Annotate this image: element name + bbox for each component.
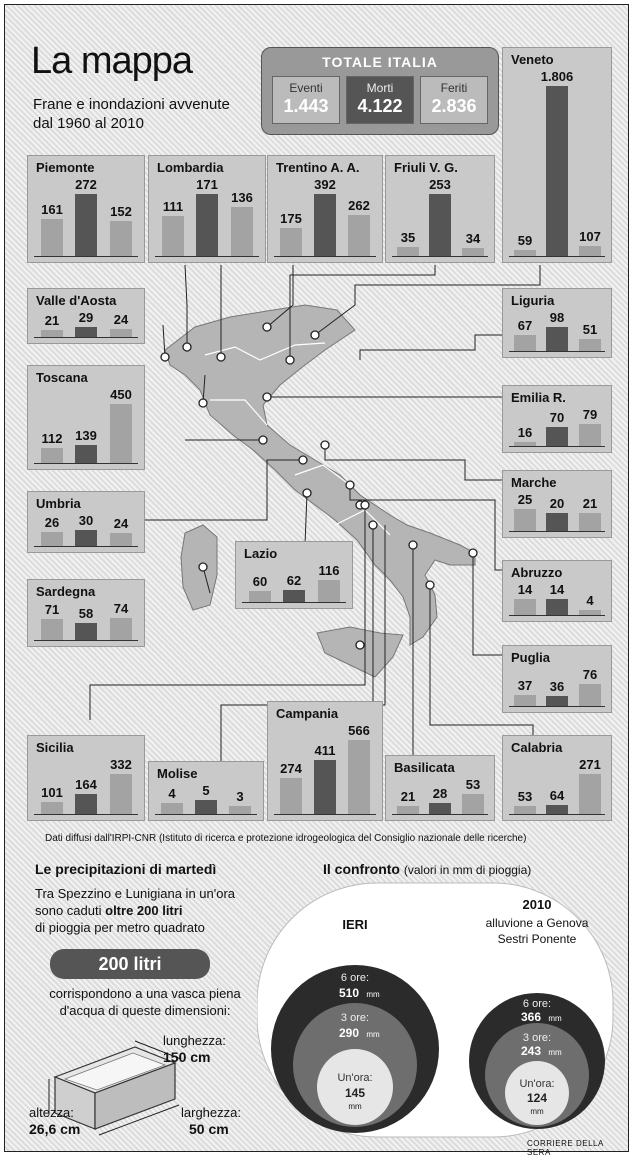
lunghezza-dim — [163, 1033, 226, 1066]
region-name-calabria: Calabria — [511, 740, 563, 755]
bar-label-umbria-morti: 30 — [78, 513, 94, 528]
confronto-heading: Il confronto — [323, 861, 400, 877]
bar-label-lazio-morti: 62 — [286, 573, 302, 588]
region-name-lombardia: Lombardia — [157, 160, 224, 175]
region-name-liguria: Liguria — [511, 293, 555, 308]
bar-calabria-eventi — [514, 806, 536, 814]
bar-label-umbria-feriti: 24 — [113, 516, 129, 531]
baseline-emilia-r — [509, 446, 605, 447]
bar-liguria-eventi — [514, 335, 536, 351]
bar-toscana-feriti — [110, 404, 132, 463]
bar-calabria-morti — [546, 805, 568, 814]
bar-label-calabria-eventi: 53 — [517, 789, 533, 804]
bar-valle-d-aosta-eventi — [41, 330, 63, 337]
bar-label-valle-d-aosta-morti: 29 — [78, 310, 94, 325]
totale-morti-value: 4.122 — [357, 96, 403, 116]
page-title: La mappa — [31, 40, 193, 82]
bar-basilicata-feriti — [462, 794, 484, 814]
sicilia-shape — [317, 627, 403, 677]
altezza-dim — [29, 1105, 80, 1138]
region-name-valle-d-aosta: Valle d'Aosta — [36, 293, 117, 308]
region-box-marche — [502, 470, 612, 538]
bar-label-abruzzo-eventi: 14 — [517, 582, 533, 597]
ieri-3ore-value: 290 — [338, 1026, 360, 1040]
bar-label-puglia-eventi: 37 — [517, 678, 533, 693]
bar-trentino-a-a-feriti — [348, 215, 370, 256]
region-box-molise — [148, 761, 264, 821]
prec-line-b: sono caduti — [35, 903, 102, 918]
bar-umbria-feriti — [110, 533, 132, 546]
region-name-piemonte: Piemonte — [36, 160, 95, 175]
region-box-toscana — [27, 365, 145, 470]
bar-label-sicilia-morti: 164 — [75, 777, 97, 792]
bar-label-piemonte-morti: 272 — [75, 177, 97, 192]
bar-valle-d-aosta-feriti — [110, 329, 132, 337]
bar-label-valle-d-aosta-feriti: 24 — [113, 312, 129, 327]
bar-label-trentino-a-a-eventi: 175 — [280, 211, 302, 226]
bar-toscana-eventi — [41, 448, 63, 463]
bar-campania-feriti — [348, 740, 370, 814]
bar-abruzzo-morti — [546, 599, 568, 615]
bar-trentino-a-a-morti — [314, 194, 336, 256]
bar-campania-morti — [314, 760, 336, 814]
region-box-veneto — [502, 47, 612, 263]
baseline-veneto — [509, 256, 605, 257]
baseline-abruzzo — [509, 615, 605, 616]
region-box-friuli — [385, 155, 495, 263]
totale-eventi-label: Eventi — [289, 81, 323, 95]
ieri-6ore-unit: mm — [366, 990, 380, 999]
footnote: Dati diffusi dall'IRPI-CNR (Istituto di ricerca e protezione idrogeologica del Consiglio nazionale delle ricerche) — [45, 833, 527, 844]
g2010-3ore-unit: mm — [548, 1048, 562, 1057]
region-box-liguria — [502, 288, 612, 358]
region-name-sardegna: Sardegna — [36, 584, 96, 599]
bar-label-liguria-eventi: 67 — [517, 318, 533, 333]
baseline-trentino-a-a — [274, 256, 376, 257]
region-name-umbria: Umbria — [36, 496, 81, 511]
g2010-1ora-unit: mm — [530, 1107, 544, 1116]
bar-sardegna-morti — [75, 623, 97, 640]
region-name-campania: Campania — [276, 706, 339, 721]
totale-feriti-label: Feriti — [440, 81, 468, 95]
region-name-trentino-a-a: Trentino A. A. — [276, 160, 360, 175]
region-box-campania — [267, 701, 383, 821]
bar-label-liguria-feriti: 51 — [582, 322, 598, 337]
bar-label-trentino-a-a-feriti: 262 — [348, 198, 370, 213]
bar-sicilia-feriti — [110, 774, 132, 814]
bar-label-marche-eventi: 25 — [517, 492, 533, 507]
g2010-6ore-unit: mm — [548, 1014, 562, 1023]
bar-sardegna-feriti — [110, 618, 132, 640]
bar-label-emilia-r-morti: 70 — [549, 410, 565, 425]
bar-label-basilicata-feriti: 53 — [465, 777, 481, 792]
bar-umbria-morti — [75, 530, 97, 546]
region-name-sicilia: Sicilia — [36, 740, 74, 755]
bar-label-lazio-feriti: 116 — [318, 563, 340, 578]
region-name-marche: Marche — [511, 475, 557, 490]
bar-label-sardegna-morti: 58 — [78, 606, 94, 621]
region-name-lazio: Lazio — [244, 546, 278, 561]
ieri-3ore-unit: mm — [366, 1030, 380, 1039]
ieri-1ora-unit: mm — [348, 1102, 362, 1111]
bar-puglia-morti — [546, 696, 568, 706]
bar-label-abruzzo-feriti: 4 — [586, 593, 594, 608]
bar-umbria-eventi — [41, 532, 63, 546]
region-box-piemonte — [27, 155, 145, 263]
region-box-basilicata — [385, 755, 495, 821]
confronto-subtitle: (valori in mm di pioggia) — [403, 863, 532, 877]
bar-label-emilia-r-eventi: 16 — [517, 425, 533, 440]
prec-line-bold: oltre 200 litri — [105, 903, 183, 918]
bar-sicilia-morti — [75, 794, 97, 814]
g2010-year: 2010 — [522, 897, 552, 912]
infographic-frame — [4, 4, 629, 1157]
region-name-basilicata: Basilicata — [394, 760, 455, 775]
bar-label-veneto-morti: 1.806 — [540, 69, 574, 84]
bar-label-campania-morti: 411 — [314, 743, 336, 758]
bar-liguria-morti — [546, 327, 568, 351]
bar-lazio-eventi — [249, 591, 271, 602]
region-name-veneto: Veneto — [511, 52, 554, 67]
bar-friuli-v-g-morti — [429, 194, 451, 256]
bar-marche-morti — [546, 513, 568, 531]
lunghezza-label: lunghezza: — [163, 1033, 226, 1048]
region-box-valle-daosta — [27, 288, 145, 344]
baseline-sicilia — [34, 814, 138, 815]
baseline-toscana — [34, 463, 138, 464]
bar-label-friuli-v-g-eventi: 35 — [400, 230, 416, 245]
baseline-puglia — [509, 706, 605, 707]
confronto-title — [323, 861, 531, 877]
bar-label-calabria-morti: 64 — [549, 788, 565, 803]
prec-line-a: Tra Spezzino e Lunigiana in un'ora — [35, 886, 236, 901]
baseline-umbria — [34, 546, 138, 547]
region-box-umbria — [27, 491, 145, 553]
bar-valle-d-aosta-morti — [75, 327, 97, 337]
bar-liguria-feriti — [579, 339, 601, 351]
totale-morti-label: Morti — [366, 81, 394, 95]
credit: CORRIERE DELLA SERA — [527, 1139, 604, 1157]
bar-label-abruzzo-morti: 14 — [549, 582, 565, 597]
bar-label-campania-feriti: 566 — [348, 723, 370, 738]
totale-eventi-value: 1.443 — [283, 96, 329, 116]
region-box-sardegna — [27, 579, 145, 647]
bar-piemonte-feriti — [110, 221, 132, 256]
g2010-1ora-value: 124 — [526, 1091, 548, 1105]
bar-friuli-v-g-eventi — [397, 247, 419, 256]
baseline-calabria — [509, 814, 605, 815]
region-box-trentino — [267, 155, 383, 263]
bar-basilicata-morti — [429, 803, 451, 814]
bar-label-veneto-feriti: 107 — [579, 229, 601, 244]
bar-label-toscana-morti: 139 — [75, 428, 97, 443]
altezza-value: 26,6 cm — [29, 1121, 81, 1137]
bar-label-liguria-morti: 98 — [549, 310, 565, 325]
bar-piemonte-morti — [75, 194, 97, 256]
region-box-lombardia — [148, 155, 266, 263]
bar-label-lombardia-morti: 171 — [196, 177, 218, 192]
baseline-valle-d-aosta — [34, 337, 138, 338]
totale-feriti-value: 2.836 — [431, 96, 477, 116]
larghezza-label: larghezza: — [181, 1105, 241, 1120]
bar-label-lombardia-eventi: 111 — [162, 199, 184, 214]
bar-veneto-morti — [546, 86, 568, 256]
region-name-molise: Molise — [157, 766, 198, 781]
baseline-lombardia — [155, 256, 259, 257]
bar-marche-feriti — [579, 513, 601, 531]
baseline-campania — [274, 814, 376, 815]
bar-label-lazio-eventi: 60 — [252, 574, 268, 589]
bar-marche-eventi — [514, 509, 536, 531]
vasca-text: corrispondono a una vasca piena d'acqua di queste dimensioni: — [49, 986, 241, 1018]
bar-label-friuli-v-g-morti: 253 — [429, 177, 451, 192]
prec-line-c: di pioggia per metro quadrato — [35, 920, 205, 935]
bar-label-umbria-eventi: 26 — [44, 515, 60, 530]
ieri-1ora-value: 145 — [344, 1086, 366, 1100]
bar-lazio-feriti — [318, 580, 340, 602]
region-name-friuli-v-g: Friuli V. G. — [394, 160, 458, 175]
bar-label-marche-morti: 20 — [549, 496, 565, 511]
region-name-emilia-r: Emilia R. — [511, 390, 566, 405]
bar-label-lombardia-feriti: 136 — [231, 190, 253, 205]
bar-label-veneto-eventi: 59 — [517, 233, 533, 248]
bar-label-molise-eventi: 4 — [168, 786, 176, 801]
g2010-1ora-label: Un'ora: — [519, 1078, 555, 1090]
bar-label-piemonte-feriti: 152 — [110, 204, 132, 219]
bar-label-basilicata-morti: 28 — [432, 786, 448, 801]
baseline-sardegna — [34, 640, 138, 641]
bar-molise-eventi — [161, 803, 183, 814]
bar-sardegna-eventi — [41, 619, 63, 640]
bar-emilia-r-feriti — [579, 424, 601, 446]
region-name-puglia: Puglia — [511, 650, 551, 665]
altezza-label: altezza: — [29, 1105, 74, 1120]
bar-label-piemonte-eventi: 161 — [41, 202, 63, 217]
region-box-calabria — [502, 735, 612, 821]
bar-label-sardegna-eventi: 71 — [44, 602, 60, 617]
bar-veneto-feriti — [579, 246, 601, 256]
bar-emilia-r-morti — [546, 427, 568, 446]
baseline-lazio — [242, 602, 346, 603]
bar-label-toscana-feriti: 450 — [110, 387, 132, 402]
bar-label-puglia-feriti: 76 — [582, 667, 598, 682]
region-box-abruzzo — [502, 560, 612, 622]
bar-label-molise-feriti: 3 — [236, 789, 244, 804]
bar-campania-eventi — [280, 778, 302, 814]
bar-label-puglia-morti: 36 — [549, 679, 565, 694]
bar-label-calabria-feriti: 271 — [579, 757, 601, 772]
baseline-marche — [509, 531, 605, 532]
totale-title: TOTALE ITALIA — [322, 54, 438, 70]
litri-pill: 200 litri — [50, 949, 210, 979]
bar-calabria-feriti — [579, 774, 601, 814]
baseline-piemonte — [34, 256, 138, 257]
larghezza-dim — [181, 1105, 241, 1138]
g2010-6ore-value: 366 — [520, 1010, 542, 1024]
ieri-1ora-label: Un'ora: — [337, 1072, 373, 1084]
bar-basilicata-eventi — [397, 806, 419, 814]
bar-lombardia-eventi — [162, 216, 184, 256]
bar-label-valle-d-aosta-eventi: 21 — [44, 313, 60, 328]
bar-molise-morti — [195, 800, 217, 814]
bar-label-toscana-eventi: 112 — [41, 431, 63, 446]
bar-toscana-morti — [75, 445, 97, 463]
ieri-6ore-label: 6 ore: — [340, 972, 370, 984]
bar-label-sardegna-feriti: 74 — [113, 601, 129, 616]
region-name-toscana: Toscana — [36, 370, 88, 385]
baseline-friuli-v-g — [392, 256, 488, 257]
g2010-line2: Sestri Ponente — [497, 932, 577, 946]
bar-label-sicilia-feriti: 332 — [110, 757, 132, 772]
confronto-circles — [257, 881, 617, 1139]
page-subtitle: Frane e inondazioni avvenute dal 1960 al 2010 — [33, 96, 230, 132]
region-box-lazio — [235, 541, 353, 609]
larghezza-value: 50 cm — [189, 1121, 229, 1137]
bar-lazio-morti — [283, 590, 305, 602]
g2010-3ore-label: 3 ore: — [522, 1032, 552, 1044]
bar-friuli-v-g-feriti — [462, 248, 484, 256]
bar-label-emilia-r-feriti: 79 — [582, 407, 598, 422]
precipitazioni-text — [35, 885, 255, 936]
bar-sicilia-eventi — [41, 802, 63, 814]
bar-abruzzo-eventi — [514, 599, 536, 615]
bar-piemonte-eventi — [41, 219, 63, 256]
bar-lombardia-morti — [196, 194, 218, 256]
bar-label-friuli-v-g-feriti: 34 — [465, 231, 481, 246]
bar-puglia-eventi — [514, 695, 536, 706]
region-box-emilia — [502, 385, 612, 453]
bar-trentino-a-a-eventi — [280, 228, 302, 256]
bar-label-sicilia-eventi: 101 — [41, 785, 63, 800]
baseline-basilicata — [392, 814, 488, 815]
g2010-6ore-label: 6 ore: — [522, 998, 552, 1010]
lunghezza-value: 150 cm — [163, 1049, 211, 1065]
bar-label-basilicata-eventi: 21 — [400, 789, 416, 804]
region-name-abruzzo: Abruzzo — [511, 565, 563, 580]
region-box-puglia — [502, 645, 612, 713]
ieri-3ore-label: 3 ore: — [340, 1012, 370, 1024]
baseline-liguria — [509, 351, 605, 352]
g2010-3ore-value: 243 — [520, 1044, 542, 1058]
precipitazioni-title: Le precipitazioni di martedì — [35, 861, 217, 877]
ieri-6ore-value: 510 — [338, 986, 360, 1000]
bar-label-campania-eventi: 274 — [280, 761, 302, 776]
bar-molise-feriti — [229, 806, 251, 814]
baseline-molise — [155, 814, 257, 815]
g2010-line1: alluvione a Genova — [485, 916, 589, 930]
bar-lombardia-feriti — [231, 207, 253, 256]
bar-label-trentino-a-a-morti: 392 — [314, 177, 336, 192]
region-box-sicilia — [27, 735, 145, 821]
bar-label-molise-morti: 5 — [202, 783, 210, 798]
bar-puglia-feriti — [579, 684, 601, 706]
bar-label-marche-feriti: 21 — [582, 496, 598, 511]
ieri-label: IERI — [342, 917, 368, 932]
